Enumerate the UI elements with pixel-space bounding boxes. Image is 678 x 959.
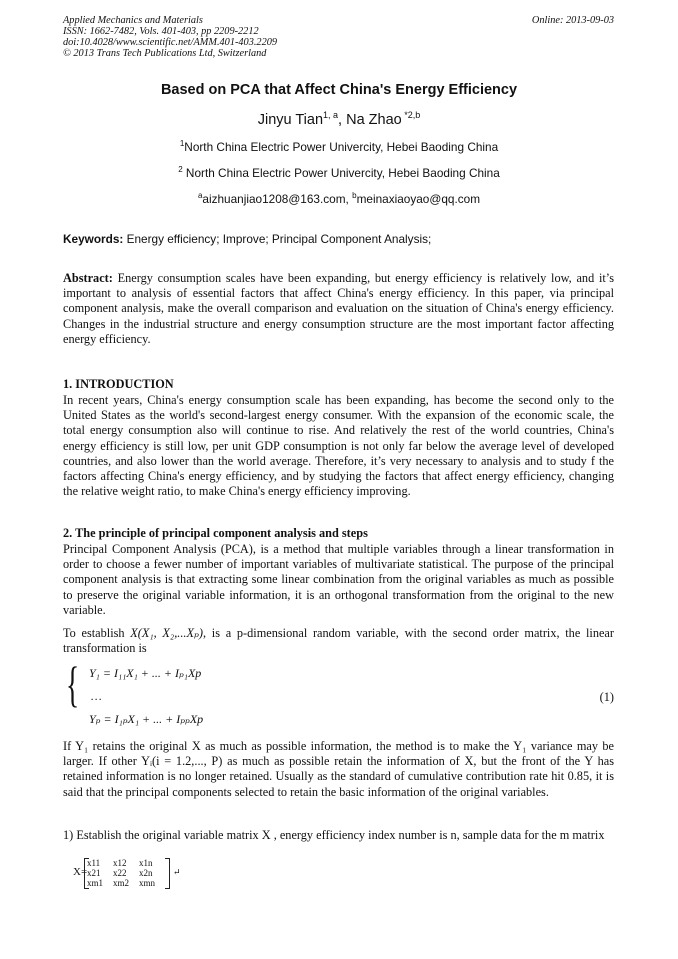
email-line: [0, 191, 678, 206]
affiliation-1-text: North China Electric Power Univercity, Hebei Baoding China: [184, 139, 499, 154]
abstract: [63, 271, 614, 347]
affiliation-1-sup: 1: [179, 139, 185, 148]
affiliation-2: [0, 165, 678, 180]
affiliation-2-sup: 2: [178, 165, 183, 174]
online-date: Online: 2013-09-03: [531, 15, 614, 26]
matrix-cell: x21: [87, 868, 101, 878]
matrix-cell: x11: [87, 858, 101, 868]
author-2-name: Na Zhao: [346, 111, 402, 128]
email-a: aizhuanjiao1208@163.com,: [202, 191, 353, 206]
doi-line: doi:10.4028/www.scientific.net/AMM.401-403.2209: [63, 37, 278, 48]
p2-text-b: , is a p-dimensional random variable, with the second order matrix, the linear transformation is: [63, 626, 614, 656]
abstract-label: Abstract:: [63, 271, 113, 285]
step-1-item: 1) Establish the original variable matrix X , energy efficiency index number is n, sample data for the m matrix: [63, 828, 605, 842]
keywords-text: Energy efficiency; Improve; Principal Component Analysis;: [123, 232, 432, 246]
equation-brace: {: [66, 656, 80, 712]
journal-name: Applied Mechanics and Materials: [63, 15, 203, 26]
author-1-name: Jinyu Tian: [257, 111, 324, 128]
author-2-sup: *2,b: [401, 110, 421, 120]
author-1-sup: 1, a: [323, 110, 339, 120]
author-separator: ,: [338, 111, 347, 128]
p2-expression: X(X₁, X₂,...Xₚ): [130, 626, 204, 640]
affiliation-1: [0, 139, 678, 154]
section-2-paragraph-2: [63, 626, 614, 656]
matrix-label: X=: [73, 866, 88, 878]
matrix-cell: xm2: [113, 878, 130, 888]
equation-line-1: Y₁ = I₁₁X₁ + ... + Iₚ₁Xp: [89, 666, 202, 680]
section-1-heading: 1. INTRODUCTION: [63, 377, 174, 391]
keywords-label: Keywords:: [63, 232, 124, 246]
abstract-text: Energy consumption scales have been expanding, but energy efficiency is relatively low, and it’s important to analysis of essential factors that affect China's energy efficiency. In this paper, via principal component analysis, make the overall comparison and evaluation on the situation of China's energy efficiency. Changes in the industrial structure and energy consumption structure are the most important factor affecting energy efficiency.: [63, 271, 614, 346]
section-2-paragraph-3: If Y₁ retains the original X as much as possible information, the method is to make the Y₁ variance may be larger. If other Yᵢ(i = 1.2,..., P) as much as possible retain the information of X, but the front of the Y has retained information is no longer retained. Usually as the standard of cumulative contribution rate hit 0.85, it is said that the principal components selected to retain the basic information of the original variables.: [63, 739, 614, 799]
matrix-row-3: [87, 878, 165, 888]
equation-number: (1): [599, 690, 614, 704]
email-b-sup: b: [352, 191, 357, 200]
affiliation-2-text: North China Electric Power Univercity, Hebei Baoding China: [182, 165, 500, 180]
matrix-right-bracket: [165, 858, 170, 889]
matrix-cell: x22: [113, 868, 127, 878]
section-1-text: In recent years, China's energy consumption scale has been expanding, has become the second only to the United States as the world's second-largest energy consumer. With the expansion of the economic scale, the total energy consumption also will continue to rise. And relatively the rest of the world countries, China's energy efficiency is still low, per unit GDP consumption is not only far below the average level of developed countries, and also lower than the world average. Therefore, it’s very necessary to analysis and to study f the factors affecting China's energy efficiency, and by studying the factors that affect energy efficiency, changing the relative weight ratio, to make China's energy efficiency improving.: [63, 393, 614, 499]
equation-dots: …: [91, 689, 102, 703]
email-b: meinaxiaoyao@qq.com: [356, 191, 481, 206]
matrix-cell: x12: [113, 858, 127, 868]
matrix-cell: xm1: [87, 878, 104, 888]
matrix-cell: x1n: [139, 858, 153, 868]
paper-title: Based on PCA that Affect China's Energy Efficiency: [160, 82, 518, 98]
matrix-cell: xmn: [139, 878, 156, 888]
matrix-cell: x2n: [139, 868, 153, 878]
equation-line-2: Yₚ = I₁ₚX₁ + ... + IₚₚXp: [89, 712, 204, 726]
p2-text-a: To establish: [63, 626, 131, 640]
issn-line: ISSN: 1662-7482, Vols. 401-403, pp 2209-2212: [63, 26, 259, 37]
section-2-paragraph-1: Principal Component Analysis (PCA), is a method that multiple variables through a linear transformation in order to choose a fewer number of important variables of multivariate statistical. The purpose of the principal component analysis is that extracting some linear combination from the original variables as much as possible to preserve the original variable information, it is an orthogonal transformation from the original to the new variable.: [63, 542, 614, 617]
journal-header: [63, 15, 277, 59]
matrix-row-1: [87, 858, 165, 868]
matrix-row-2: [87, 868, 165, 878]
keywords: [63, 232, 431, 246]
email-a-sup: a: [197, 191, 203, 200]
author-line: [0, 110, 678, 128]
return-mark-icon: ↵: [173, 867, 181, 877]
copyright-line: © 2013 Trans Tech Publications Ltd, Switzerland: [63, 48, 267, 59]
section-2-heading: 2. The principle of principal component analysis and steps: [63, 526, 368, 540]
